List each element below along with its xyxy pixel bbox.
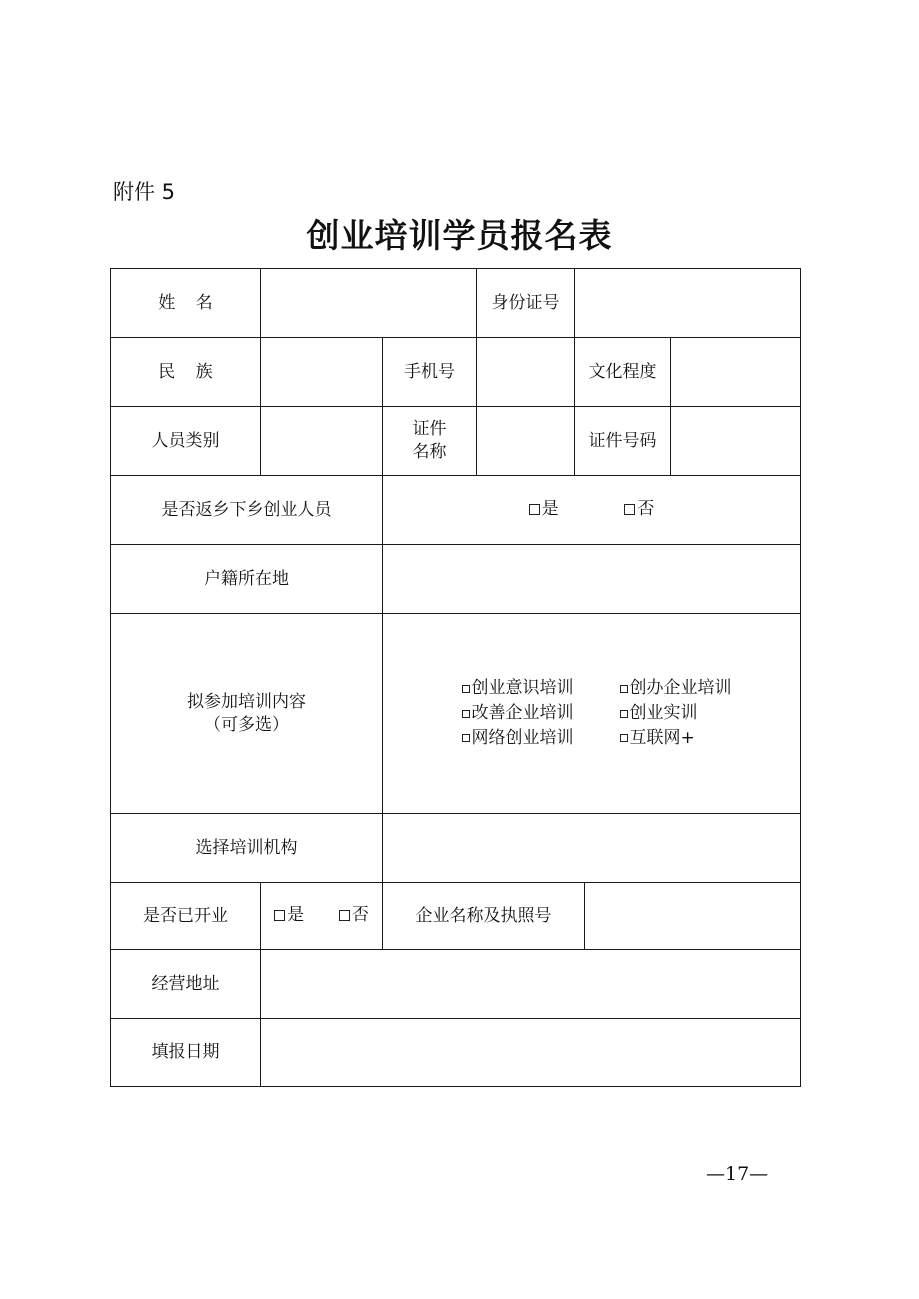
id-number-label: 身份证号 [477,269,575,338]
returnee-label: 是否返乡下乡创业人员 [111,476,383,545]
training-option[interactable] [462,702,620,725]
option-label: 互联网+ [629,727,695,748]
row-household [111,545,801,614]
household-label: 户籍所在地 [111,545,383,614]
row-date [111,1019,801,1087]
name-label: 姓名 [158,292,234,313]
no-checkbox[interactable] [339,910,350,921]
row-person-category [111,407,801,476]
row-institution [111,814,801,883]
cert-name-label-line2: 名称 [412,442,447,462]
returnee-yes-option[interactable] [529,498,559,521]
row-training [111,614,801,814]
training-label-line2: （可多选） [204,714,289,735]
training-option[interactable] [620,702,750,725]
training-options [383,614,801,814]
phone-field[interactable] [477,338,575,407]
training-option[interactable] [462,677,620,700]
date-label: 填报日期 [111,1019,261,1087]
option-checkbox[interactable] [620,685,628,693]
no-label: 否 [351,905,369,926]
training-option[interactable] [620,677,750,700]
training-label [111,614,383,814]
id-number-field[interactable] [575,269,801,338]
option-label: 创业意识培训 [471,678,574,699]
education-field[interactable] [671,338,801,407]
cert-number-field[interactable] [671,407,801,476]
yes-label: 是 [541,499,559,520]
option-checkbox[interactable] [462,685,470,693]
opened-yes-option[interactable] [274,904,304,927]
phone-label: 手机号 [383,338,477,407]
institution-field[interactable] [383,814,801,883]
row-returnee [111,476,801,545]
cert-name-label [383,407,477,476]
opened-options [261,883,383,950]
page-number: —17— [706,1163,769,1185]
option-label: 网络创业培训 [471,727,574,748]
company-field[interactable] [585,883,801,950]
training-label-line1: 拟参加培训内容 [187,691,306,712]
attachment-label: 附件 5 [113,180,176,204]
yes-label: 是 [287,905,305,926]
option-checkbox[interactable] [462,710,470,718]
row-opened [111,883,801,950]
option-label: 改善企业培训 [471,703,574,724]
education-label: 文化程度 [575,338,671,407]
yes-checkbox[interactable] [529,504,540,515]
company-label: 企业名称及执照号 [383,883,585,950]
no-checkbox[interactable] [624,504,635,515]
institution-label: 选择培训机构 [111,814,383,883]
cert-name-field[interactable] [477,407,575,476]
cert-number-label: 证件号码 [575,407,671,476]
cert-name-label-line1: 证件 [412,419,447,440]
address-field[interactable] [261,950,801,1019]
date-field[interactable] [261,1019,801,1087]
address-label: 经营地址 [111,950,261,1019]
option-checkbox[interactable] [462,734,470,742]
registration-form-table [110,268,801,1087]
no-label: 否 [637,499,655,520]
person-category-field[interactable] [261,407,383,476]
person-category-label: 人员类别 [111,407,261,476]
ethnicity-field[interactable] [261,338,383,407]
option-label: 创业实训 [629,703,698,724]
row-ethnicity [111,338,801,407]
option-checkbox[interactable] [620,734,628,742]
name-field[interactable] [261,269,477,338]
household-field[interactable] [383,545,801,614]
opened-no-option[interactable] [339,904,369,927]
ethnicity-label: 民族 [158,361,234,382]
opened-label: 是否已开业 [111,883,261,950]
yes-checkbox[interactable] [274,910,285,921]
training-option[interactable] [620,727,750,750]
returnee-no-option[interactable] [624,498,654,521]
training-option[interactable] [462,727,620,750]
row-name [111,269,801,338]
returnee-options [383,476,801,545]
option-label: 创办企业培训 [629,678,732,699]
option-checkbox[interactable] [620,710,628,718]
row-address [111,950,801,1019]
form-title: 创业培训学员报名表 [306,216,613,255]
